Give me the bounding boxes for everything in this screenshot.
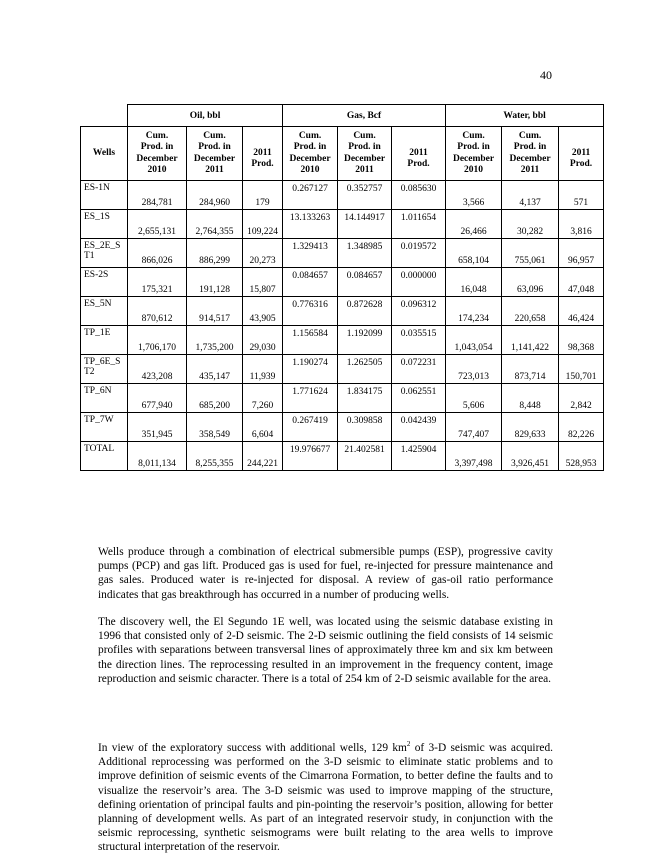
well-name: TP_1E — [84, 328, 111, 338]
group-header-gas: Gas, Bcf — [283, 105, 446, 127]
well-name: ES_5N — [84, 299, 112, 309]
table-cell: 8,448 — [502, 384, 559, 413]
column-header-line: 2011 — [409, 147, 428, 158]
table-cell: 358,549 — [187, 413, 243, 442]
table-cell: 20,273 — [243, 239, 283, 268]
table-cell: 109,224 — [243, 210, 283, 239]
column-header-line: December — [509, 153, 551, 164]
table-cell: 1.011654 — [392, 210, 446, 239]
column-header-line: December — [193, 153, 236, 164]
table-cell: 150,701 — [559, 355, 604, 384]
column-header-line: Prod. — [251, 159, 274, 170]
table-cell: 866,026 — [128, 239, 187, 268]
table-cell: 13.133263 — [283, 210, 338, 239]
table-cell: 2,842 — [559, 384, 604, 413]
table-cell: 14.144917 — [338, 210, 392, 239]
table-cell: 423,208 — [128, 355, 187, 384]
table-row — [81, 181, 604, 210]
column-header-line: Cum. — [298, 130, 322, 141]
well-name: TOTAL — [84, 444, 115, 454]
column-header — [187, 127, 243, 181]
column-header — [283, 127, 338, 181]
table-cell: 1,043,054 — [446, 326, 502, 355]
paragraph-3d-seismic — [98, 741, 553, 855]
well-name-cell — [81, 326, 128, 355]
column-header-line: Cum. — [353, 130, 376, 141]
column-header-line: Cum. — [145, 130, 169, 141]
table-cell: 0.084657 — [283, 268, 338, 297]
table-cell: 7,260 — [243, 384, 283, 413]
table-cell: 98,368 — [559, 326, 604, 355]
table-cell: 1.156584 — [283, 326, 338, 355]
table-cell: 1,735,200 — [187, 326, 243, 355]
table-cell: 2,655,131 — [128, 210, 187, 239]
superscript-squared: 2 — [406, 740, 411, 749]
table-cell: 174,234 — [446, 297, 502, 326]
table-cell: 1,706,170 — [128, 326, 187, 355]
table-cell: 3,397,498 — [446, 442, 502, 471]
well-name-cell — [81, 413, 128, 442]
table-cell: 8,011,134 — [128, 442, 187, 471]
table-cell: 0.352757 — [338, 181, 392, 210]
table-cell: 829,633 — [502, 413, 559, 442]
table-row — [81, 239, 604, 268]
table-cell: 1.425904 — [392, 442, 446, 471]
column-header-line: 2011 — [253, 147, 272, 158]
table-cell: 435,147 — [187, 355, 243, 384]
well-name-cell — [81, 181, 128, 210]
well-name-cell — [81, 210, 128, 239]
well-name: ES_2E_S — [84, 241, 121, 251]
table-corner — [81, 105, 128, 127]
well-name-cell — [81, 442, 128, 471]
table-cell: 8,255,355 — [187, 442, 243, 471]
table-row — [81, 326, 604, 355]
table-cell: 528,953 — [559, 442, 604, 471]
column-header-line: December — [136, 153, 178, 164]
column-header-line: December — [452, 153, 495, 164]
table-cell: 26,466 — [446, 210, 502, 239]
table-cell: 1.190274 — [283, 355, 338, 384]
group-header-oil: Oil, bbl — [128, 105, 283, 127]
table-cell: 0.085630 — [392, 181, 446, 210]
column-header-line: Prod. in — [457, 142, 490, 152]
table-cell: 658,104 — [446, 239, 502, 268]
well-name-cell — [81, 239, 128, 268]
table-cell: 175,321 — [128, 268, 187, 297]
table-cell: 1.348985 — [338, 239, 392, 268]
table-cell: 0.776316 — [283, 297, 338, 326]
paragraph-3d-seismic-part1: In view of the exploratory success with additional wells, 129 km — [98, 742, 407, 754]
group-header-water: Water, bbl — [446, 105, 604, 127]
table-row — [81, 297, 604, 326]
table-cell: 873,714 — [502, 355, 559, 384]
column-header-line: Prod. in — [293, 142, 327, 152]
table-cell: 0.035515 — [392, 326, 446, 355]
well-name: TP_6N — [84, 386, 112, 396]
column-header-line: 2010 — [147, 165, 167, 175]
table-cell: 723,013 — [446, 355, 502, 384]
table-cell: 284,781 — [128, 181, 187, 210]
column-header-line: December — [289, 153, 331, 164]
column-header-line: 2011 — [520, 165, 540, 175]
table-cell: 0.096312 — [392, 297, 446, 326]
table-cell: 1,141,422 — [502, 326, 559, 355]
column-header — [502, 127, 559, 181]
table-cell: 43,905 — [243, 297, 283, 326]
well-name: ES_1S — [84, 212, 110, 222]
table-row — [81, 355, 604, 384]
table-cell: 4,137 — [502, 181, 559, 210]
table-cell: 571 — [559, 181, 604, 210]
table-cell: 0.309858 — [338, 413, 392, 442]
table-cell: 3,816 — [559, 210, 604, 239]
well-name-continued: T2 — [84, 367, 95, 377]
column-header-line: December — [343, 153, 386, 164]
table-cell: 19.976677 — [283, 442, 338, 471]
table-cell: 2,764,355 — [187, 210, 243, 239]
table-cell: 47,048 — [559, 268, 604, 297]
table-cell: 96,957 — [559, 239, 604, 268]
paragraph-production-methods: Wells produce through a combination of electrical submersible pumps (ESP), progressive cavity pumps (PCP) and gas lift. Produced gas is used for fuel, re-injected for pressure maintenance and gas sales. Produced water is re-injected for disposal. A review of gas-oil ratio performance indicates that gas breakthrough has occurred in a number of producing wells. — [98, 546, 553, 601]
column-header — [559, 127, 604, 181]
well-name-cell — [81, 384, 128, 413]
table-cell: 3,566 — [446, 181, 502, 210]
table-cell: 244,221 — [243, 442, 283, 471]
column-header-line: Prod. in — [198, 142, 231, 152]
table-cell: 351,945 — [128, 413, 187, 442]
column-header-line: 2011 — [355, 165, 374, 175]
table-cell: 0.042439 — [392, 413, 446, 442]
column-header-line: 2011 — [571, 147, 591, 158]
table-cell: 21.402581 — [338, 442, 392, 471]
column-header-line: 2010 — [464, 165, 484, 175]
column-header-line: Prod. in — [513, 142, 547, 152]
table-row — [81, 413, 604, 442]
column-header — [446, 127, 502, 181]
column-header — [338, 127, 392, 181]
column-header-wells: Wells — [81, 127, 128, 181]
column-header — [243, 127, 283, 181]
table-cell: 3,926,451 — [502, 442, 559, 471]
column-header-line: Prod. in — [348, 142, 381, 152]
table-row — [81, 268, 604, 297]
paragraph-discovery-well: The discovery well, the El Segundo 1E well, was located using the seismic database existing in 1996 that consisted only of 2-D seismic. The 2-D seismic outlining the field consists of 14 seismic profiles with separations between transversal lines of approximately three km and six km between the direction lines. The reprocessing resulted in an improvement in the frequency content, image reproduction and seismic character. There is a total of 254 km of 2-D seismic available for the area. — [98, 616, 553, 685]
column-header — [392, 127, 446, 181]
table-cell: 220,658 — [502, 297, 559, 326]
table-row — [81, 210, 604, 239]
table-row — [81, 442, 604, 471]
table-cell: 284,960 — [187, 181, 243, 210]
table-cell: 1.834175 — [338, 384, 392, 413]
table-cell: 1.262505 — [338, 355, 392, 384]
table-cell: 5,606 — [446, 384, 502, 413]
table-cell: 0.872628 — [338, 297, 392, 326]
table-cell: 1.771624 — [283, 384, 338, 413]
table-cell: 1.329413 — [283, 239, 338, 268]
table-cell: 63,096 — [502, 268, 559, 297]
table-cell: 0.084657 — [338, 268, 392, 297]
table-cell: 82,226 — [559, 413, 604, 442]
well-name-cell — [81, 268, 128, 297]
column-header-line: Prod. — [569, 159, 593, 170]
table-cell: 870,612 — [128, 297, 187, 326]
table-cell: 755,061 — [502, 239, 559, 268]
table-cell: 30,282 — [502, 210, 559, 239]
column-header-line: Cum. — [518, 130, 542, 141]
column-header-line: Prod. — [407, 159, 430, 170]
table-cell: 886,299 — [187, 239, 243, 268]
table-cell: 179 — [243, 181, 283, 210]
table-cell: 0.000000 — [392, 268, 446, 297]
table-cell: 46,424 — [559, 297, 604, 326]
column-header-line: 2011 — [205, 165, 224, 175]
well-name-cell — [81, 297, 128, 326]
column-header-line: Cum. — [462, 130, 485, 141]
column-header-line: 2010 — [300, 165, 320, 175]
table-cell: 1.192099 — [338, 326, 392, 355]
table-cell: 29,030 — [243, 326, 283, 355]
table-cell: 0.267419 — [283, 413, 338, 442]
table-cell: 0.062551 — [392, 384, 446, 413]
table-row — [81, 384, 604, 413]
page-number: 40 — [540, 68, 552, 82]
production-table — [80, 104, 604, 471]
column-header-line: Prod. in — [140, 142, 174, 152]
table-cell: 677,940 — [128, 384, 187, 413]
well-name-continued: T1 — [84, 251, 95, 261]
well-name: TP_7W — [84, 415, 114, 425]
table-cell: 914,517 — [187, 297, 243, 326]
table-cell: 747,407 — [446, 413, 502, 442]
well-name: TP_6E_S — [84, 357, 121, 367]
column-header-line: Cum. — [203, 130, 226, 141]
well-name: ES-2S — [84, 270, 109, 280]
table-cell: 16,048 — [446, 268, 502, 297]
table-cell: 11,939 — [243, 355, 283, 384]
table-cell: 0.072231 — [392, 355, 446, 384]
table-cell: 0.267127 — [283, 181, 338, 210]
table-cell: 685,200 — [187, 384, 243, 413]
table-cell: 0.019572 — [392, 239, 446, 268]
well-name: ES-1N — [84, 183, 110, 193]
well-name-cell — [81, 355, 128, 384]
table-cell: 15,807 — [243, 268, 283, 297]
paragraph-3d-seismic-part2: of 3-D seismic was acquired. Additional reprocessing was performed on the 3-D seismic to eliminate static problems and to improve definition of seismic events of the Cimarrona Formation, to better define the faults and to visualize the reservoir’s area. The 3-D seismic was used to improve mapping of the structure, defining orientation of principal faults and pin-pointing the reservoir’s position, allowing for better planning of development wells. As part of an integrated reservoir study, in conjunction with the seismic reprocessing, synthetic seismograms were built relating to the area wells to improve structural interpretation of the reservoir. — [98, 742, 553, 854]
table-cell: 6,604 — [243, 413, 283, 442]
column-header — [128, 127, 187, 181]
table-cell: 191,128 — [187, 268, 243, 297]
